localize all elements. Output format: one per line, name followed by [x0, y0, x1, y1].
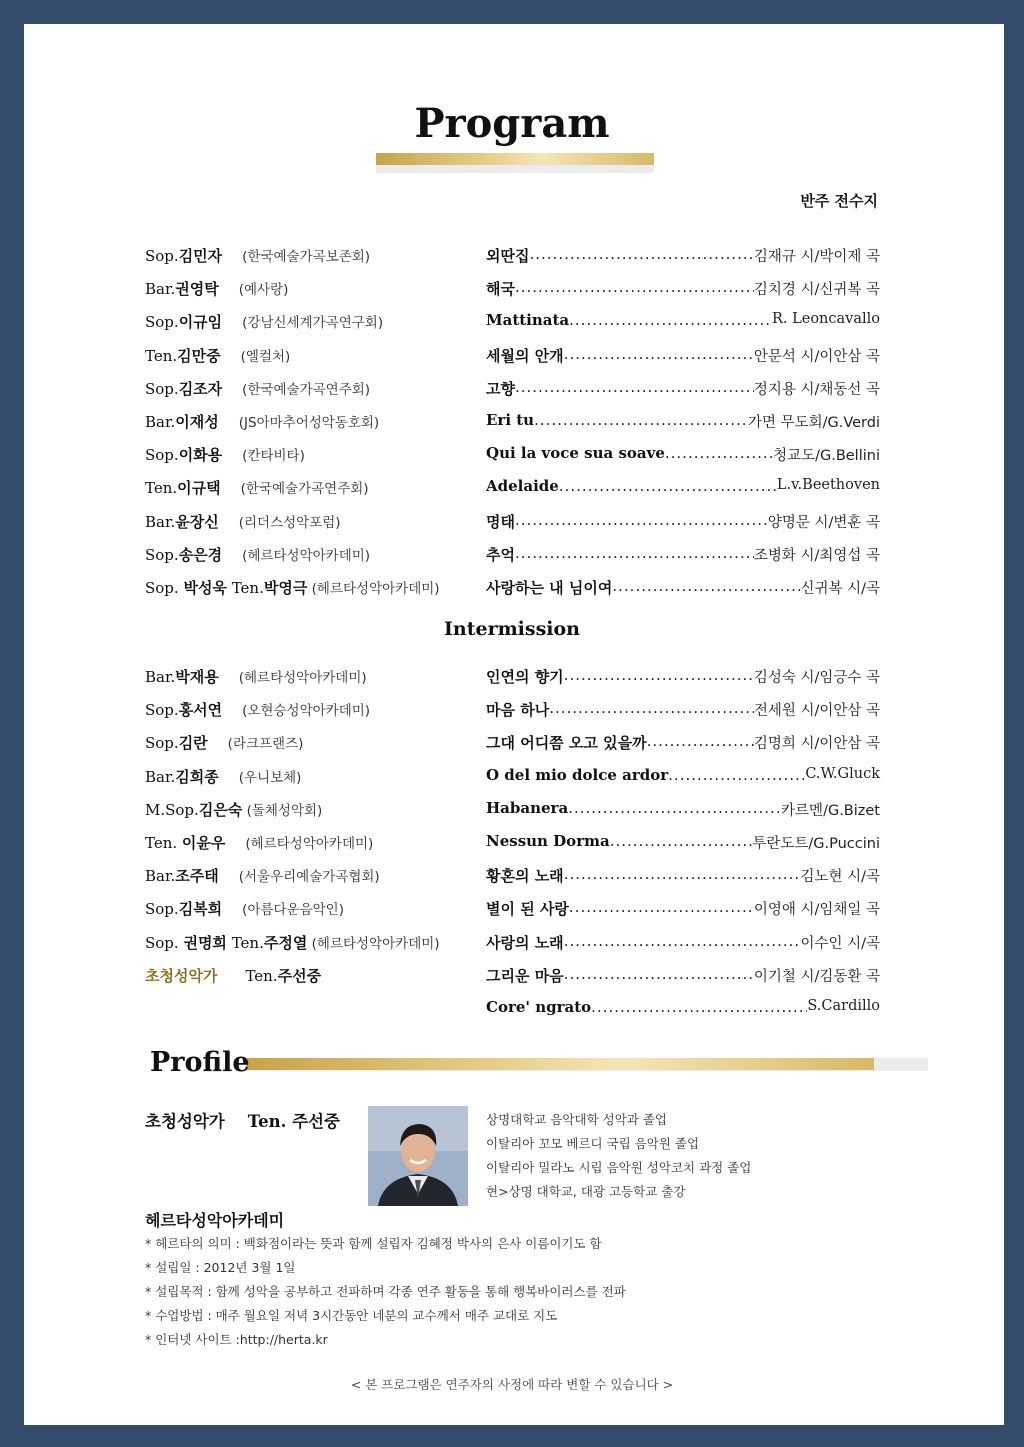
program-row: [0, 766, 1024, 790]
dot-leader: [568, 799, 781, 820]
performer-group: (헤르타성악아카데미): [245, 836, 374, 852]
song-credit: 이영애 시/임채일 곡: [753, 902, 880, 919]
footer-note: < 본 프로그램은 연주자의 사정에 따라 변할 수 있습니다 >: [350, 1377, 674, 1392]
program-row: [0, 932, 1024, 956]
dot-leader: [569, 898, 754, 919]
song-entry: [486, 444, 880, 465]
program-row: [0, 444, 1024, 468]
voice-part: Sop.: [145, 379, 179, 398]
voice-part: Bar.: [145, 512, 176, 531]
performer: [145, 444, 305, 465]
page-title: Program: [414, 100, 610, 147]
performer-group: (한국예술가곡보존회): [242, 249, 371, 265]
singer-photo: [368, 1106, 468, 1206]
voice-part: Sop.: [145, 734, 179, 753]
voice-part: Sop.: [145, 701, 179, 720]
dot-leader: [515, 511, 768, 532]
voice-part: Sop.: [145, 247, 179, 265]
profile-bar: [246, 1058, 874, 1070]
performer-group: (칸타비타): [242, 448, 305, 465]
performer-name: 김조자: [178, 379, 223, 398]
song-entry: [486, 378, 880, 399]
performer: [145, 278, 288, 299]
program-row: [0, 998, 1024, 1022]
performer: [145, 932, 440, 953]
program-row: [0, 799, 1024, 823]
song-title: 별이 된 사랑: [486, 900, 569, 919]
dot-leader: [564, 965, 754, 986]
dot-leader: [564, 932, 801, 953]
song-credit: 전세원 시/이안삼 곡: [753, 703, 880, 720]
dot-leader: [612, 577, 800, 598]
song-credit: 이기철 시/김동환 곡: [753, 968, 880, 985]
performer-name: 김희종: [175, 767, 219, 786]
song-entry: [486, 832, 880, 853]
voice-part: M.Sop.: [145, 800, 199, 819]
song-title: 해국: [486, 280, 515, 299]
voice-part: Bar.: [145, 767, 176, 786]
program-row: [0, 378, 1024, 402]
performer-name: 박성욱: [183, 579, 227, 597]
academy-facts: [145, 1232, 626, 1352]
song-entry: [486, 732, 880, 753]
voice-part: Sop.: [145, 933, 184, 952]
academy-title: 헤르타성악아카데미: [145, 1211, 285, 1230]
song-credit: 청교도/G.Bellini: [773, 448, 880, 465]
performer: [145, 345, 290, 366]
performer: [145, 577, 440, 598]
bio-line: 현>상명 대학교, 대광 고등학교 출강: [486, 1184, 686, 1199]
dot-leader: [665, 444, 773, 465]
performer-group: (한국예술가곡연주회): [240, 481, 369, 498]
dot-leader: [647, 732, 754, 753]
academy-fact: * 인터넷 사이트 :http://herta.kr: [145, 1332, 328, 1347]
song-entry: [486, 345, 880, 366]
song-entry: [486, 311, 880, 329]
performer-group: (한국예술가곡연주회): [242, 381, 371, 398]
song-credit: 김성숙 시/임긍수 곡: [753, 670, 880, 686]
academy-fact: * 설립목적 : 함께 성악을 공부하고 전파하며 각종 연주 활동을 통해 행복바이러스를 전파: [145, 1284, 626, 1299]
dot-leader: [559, 477, 777, 495]
voice-part: Sop.: [145, 313, 179, 332]
performer: [145, 378, 370, 399]
song-credit: 정지용 시/채동선 곡: [753, 381, 880, 398]
performer-name: 윤장신: [175, 512, 219, 531]
song-title: 세월의 안개: [486, 346, 564, 365]
performer-name: 김은숙: [198, 800, 243, 819]
song-credit: 김노현 시/곡: [800, 869, 880, 886]
song-credit: R. Leoncavallo: [771, 311, 880, 328]
performer-group: (JS아마추어성악동호회): [238, 415, 380, 431]
performer: [145, 311, 383, 332]
performer-group: (헤르타성악아카데미): [307, 581, 440, 597]
performer-name: 김복희: [178, 900, 223, 919]
voice-part: Bar.: [145, 413, 176, 431]
song-title: Mattinata: [486, 311, 570, 330]
song-credit: 이수인 시/곡: [800, 935, 880, 952]
song-credit: 안문석 시/이안삼 곡: [753, 348, 880, 365]
dot-leader: [549, 699, 754, 720]
song-title: 사랑의 노래: [486, 933, 564, 952]
program-row: [0, 577, 1024, 601]
voice-part: Ten.: [145, 346, 178, 365]
song-credit: L.v.Beethoven: [776, 477, 880, 494]
performer: [145, 732, 303, 753]
program-row: [0, 699, 1024, 723]
program-row: [0, 898, 1024, 922]
song-entry: [486, 278, 880, 299]
dot-leader: [564, 666, 754, 687]
song-credit: 김치경 시/신귀복 곡: [753, 282, 880, 299]
program-row: [0, 965, 1024, 989]
performer-name: 김란: [178, 734, 208, 753]
performer-name-2: 박영극: [263, 579, 308, 597]
profile-bio: [486, 1108, 751, 1204]
performer-name: 이재성: [175, 413, 219, 431]
dot-leader: [534, 411, 748, 432]
song-credit: 신귀복 시/곡: [800, 581, 880, 597]
program-row: [0, 544, 1024, 568]
song-title: 추억: [486, 545, 515, 564]
performer: [145, 511, 341, 532]
voice-part: Sop.: [145, 900, 179, 919]
performer: [145, 832, 373, 853]
song-title: 사랑하는 내 님이여: [486, 579, 613, 597]
performer: [145, 477, 369, 498]
voice-part: Sop.: [145, 446, 179, 465]
guest-label: 초청성악가: [145, 966, 218, 985]
performer-group: (헤르타성악아카데미): [307, 935, 440, 952]
performer-name: 이규임: [178, 313, 223, 332]
program-row: [0, 311, 1024, 335]
dot-leader: [591, 998, 807, 1016]
performer-name: 조주태: [175, 867, 219, 886]
profile-label: 초청성악가: [145, 1112, 225, 1131]
voice-part-2: Ten.: [226, 933, 264, 952]
song-title: O del mio dolce ardor: [486, 765, 669, 784]
performer-group: (우니보체): [238, 769, 302, 786]
song-entry: [486, 932, 880, 953]
song-entry: [486, 477, 880, 495]
voice-part: Bar.: [145, 867, 176, 886]
singer-portrait-illustration: [368, 1106, 468, 1206]
performer: [145, 766, 301, 787]
song-title: Habanera: [486, 798, 569, 817]
voice-part: Ten.: [145, 834, 182, 852]
program-row: [0, 245, 1024, 269]
bio-line: 상명대학교 음악대학 성악과 졸업: [486, 1112, 667, 1127]
program-row: [0, 345, 1024, 369]
song-title: Adelaide: [486, 477, 559, 496]
voice-part: Ten.: [145, 479, 178, 498]
song-title: 황혼의 노래: [486, 867, 564, 886]
performer-group: (아름다운음악인): [242, 902, 344, 919]
bio-line: 이탈리아 꼬모 베르디 국립 음악원 졸업: [486, 1136, 700, 1151]
performer-name: 주선중: [277, 966, 322, 985]
song-entry: [486, 799, 880, 820]
song-title: 명태: [486, 512, 515, 531]
song-title: 외딴집: [486, 247, 530, 265]
performer-name: 홍서연: [178, 701, 223, 720]
voice-part: Bar.: [145, 280, 176, 299]
performer-name-2: 주정열: [263, 933, 308, 952]
performer-group: (돌체성악회): [242, 802, 323, 819]
song-title: 마음 하나: [486, 701, 550, 720]
performer-name: 이화용: [178, 446, 223, 465]
song-entry: [486, 577, 880, 598]
voice-part-2: Ten.: [226, 579, 264, 597]
profile-title: Profile: [150, 1047, 250, 1078]
song-credit: 투란도트/G.Puccini: [752, 836, 880, 852]
performer: [145, 544, 370, 565]
bio-line: 이탈리아 밀라노 시립 음악원 성악코치 과정 졸업: [486, 1160, 752, 1175]
performer-name: 이윤우: [181, 834, 226, 852]
dot-leader: [564, 345, 754, 366]
performer: [145, 965, 321, 986]
title-underline: [376, 153, 654, 165]
dot-leader: [529, 245, 753, 266]
program-row: [0, 732, 1024, 756]
performer-name: 박재용: [175, 668, 219, 686]
song-title: Eri tu: [486, 411, 535, 429]
performer: [145, 898, 344, 919]
voice-part: Ten.: [245, 966, 278, 985]
program-row: [0, 511, 1024, 535]
voice-part: Bar.: [145, 668, 176, 686]
song-entry: [486, 766, 880, 784]
performer: [145, 666, 367, 687]
song-entry: [486, 699, 880, 720]
song-credit: 양명문 시/변훈 곡: [767, 514, 880, 531]
program-row: [0, 865, 1024, 889]
performer-group: (예사랑): [238, 282, 289, 299]
performer-group: (헤르타성악아카데미): [242, 547, 371, 564]
performer-group: (강남신세계가곡연구회): [242, 315, 384, 332]
accompanist: 반주 전수지: [800, 192, 878, 210]
program-row: [0, 411, 1024, 435]
dot-leader: [610, 832, 753, 853]
performer: [145, 865, 380, 886]
song-credit: 김재규 시/박이제 곡: [753, 249, 880, 265]
performer-name: 권영탁: [175, 280, 219, 299]
academy-fact: * 설립일 : 2012년 3월 1일: [145, 1260, 296, 1275]
song-title: 인연의 향기: [486, 668, 564, 686]
song-entry: [486, 998, 880, 1016]
song-entry: [486, 544, 880, 565]
performer-group: (오현승성악아카데미): [242, 703, 371, 720]
performer-name: 권명희: [183, 933, 227, 952]
performer-name: 송은경: [178, 545, 223, 564]
program-row: [0, 477, 1024, 501]
program-row: [0, 666, 1024, 690]
performer-group: (라크프랜즈): [227, 736, 304, 753]
song-credit: S.Cardillo: [807, 998, 880, 1014]
profile-role: Ten.: [247, 1112, 287, 1131]
song-credit: 카르멘/G.Bizet: [781, 802, 880, 819]
song-entry: [486, 865, 880, 886]
performer-name: 이규택: [177, 479, 221, 498]
program-row: [0, 278, 1024, 302]
dot-leader: [515, 278, 754, 299]
song-credit: C.W.Gluck: [805, 765, 880, 782]
title-underline-shadow: [376, 165, 654, 173]
program-row: [0, 832, 1024, 856]
profile-singer: [145, 1108, 340, 1132]
dot-leader: [564, 865, 801, 886]
song-entry: [486, 411, 880, 432]
academy-fact: * 수업방법 : 매주 월요일 저녁 3시간동안 네분의 교수께서 매주 교대로 지도: [145, 1308, 558, 1323]
dot-leader: [668, 766, 805, 784]
performer-name: 김만중: [177, 346, 221, 365]
song-title: 그대 어디쯤 오고 있을까: [486, 734, 647, 753]
song-title: Nessun Dorma: [486, 832, 610, 850]
song-title: Core' ngrato: [486, 998, 592, 1016]
song-entry: [486, 245, 880, 266]
voice-part: Sop.: [145, 579, 184, 597]
intermission-heading: Intermission: [444, 618, 580, 640]
performer-group: (헤르타성악아카데미): [238, 670, 367, 686]
performer-group: (리더스성악포럼): [238, 514, 341, 531]
song-title: Qui la voce sua soave: [486, 444, 665, 463]
song-credit: 김명희 시/이안삼 곡: [753, 736, 880, 753]
song-entry: [486, 666, 880, 687]
academy-fact: * 헤르타의 의미 : 백화점이라는 뜻과 함께 설립자 김혜정 박사의 은사 이름이기도 함: [145, 1236, 602, 1251]
song-entry: [486, 898, 880, 919]
performer-group: (엘컬처): [240, 348, 291, 365]
dot-leader: [515, 378, 754, 399]
song-credit: 조병화 시/최영섭 곡: [753, 547, 880, 564]
song-entry: [486, 965, 880, 986]
dot-leader: [569, 311, 772, 329]
song-credit: 가면 무도회/G.Verdi: [747, 415, 880, 431]
dot-leader: [515, 544, 754, 565]
performer-name: 김민자: [178, 247, 223, 265]
song-title: 고향: [486, 379, 515, 398]
song-entry: [486, 511, 880, 532]
voice-part: Sop.: [145, 545, 179, 564]
performer: [145, 411, 379, 432]
performer: [145, 245, 370, 266]
performer-group: (서울우리예술가곡협회): [238, 869, 380, 886]
performer: [145, 699, 370, 720]
profile-name: 주선중: [292, 1112, 340, 1131]
performer: [145, 799, 322, 820]
song-title: 그리운 마음: [486, 966, 564, 985]
